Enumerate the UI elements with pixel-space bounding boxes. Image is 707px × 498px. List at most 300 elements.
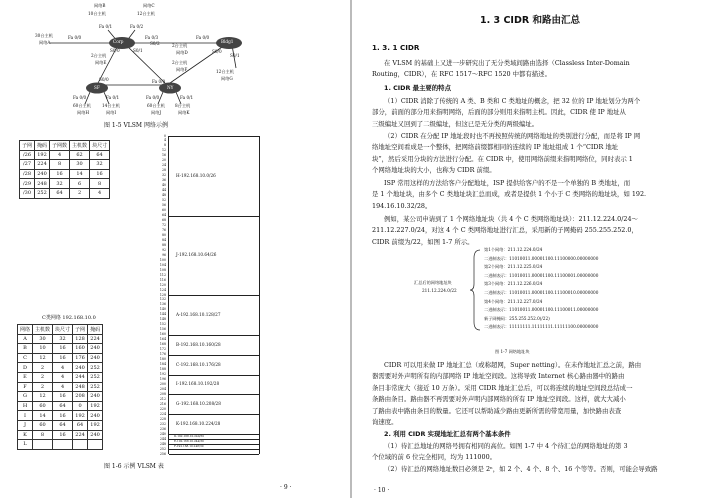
label-host2e: 2台主机 <box>91 53 107 58</box>
table-cell: D <box>18 363 33 373</box>
ruler-block-line <box>169 449 259 450</box>
table2-title: C类网络 192.168.10.0 <box>42 315 96 321</box>
label-net-k: 网络K <box>178 110 190 115</box>
ruler-tick-label: 236 <box>159 426 166 431</box>
ruler-block-label: A-192.168.10.128/27 <box>176 311 221 317</box>
ruler-block-label: E-192.168.10.244/30 <box>174 439 204 444</box>
ruler-tick-label: 40 <box>161 183 166 188</box>
table-cell: 14 <box>33 411 53 421</box>
text-line: （1）CIDR 消除了传统的 A 类、B 类和 C 类地址的概念，把 32 位的 IP 地址划分为两个 <box>384 97 641 105</box>
table-cell: 244 <box>73 372 88 382</box>
label-net-g: 网络G <box>221 76 233 81</box>
figure-caption-1-6: 图 1-6 示例 VLSM 表 <box>104 463 164 470</box>
label-net-c: 网络C <box>143 3 155 8</box>
ruler-tick-label: 144 <box>159 312 166 317</box>
label-net-e: 网络E <box>95 60 107 65</box>
ruler-tick-label: 28 <box>161 168 166 173</box>
label-net-f: 网络F <box>176 67 188 72</box>
ruler-tick-label: 228 <box>159 416 166 421</box>
ruler-block-line <box>169 216 259 217</box>
text-line: 询速度。 <box>372 418 398 427</box>
address-line: 新子网掩码：255.255.252.0(/22) <box>484 315 550 321</box>
label-host2f: 2台主机 <box>172 60 188 65</box>
table-cell: 62 <box>70 150 90 160</box>
ruler-tick-label: 84 <box>161 237 166 242</box>
table-cell: L <box>18 440 33 450</box>
table-row <box>18 430 103 440</box>
table-cell: 160 <box>73 344 88 354</box>
table-cell: 16 <box>53 411 73 421</box>
point1-p4 <box>372 214 694 248</box>
ruler-tick-label: 124 <box>159 287 166 292</box>
table-cell: 16 <box>53 344 73 354</box>
iface-label: S0/1 <box>230 53 240 58</box>
text-line: 211.12.227.0/24，对这 4 个 C 类网络地址进行汇总，采用新的子网掩码 255.255.252.0， <box>372 226 638 235</box>
table-cell: 208 <box>73 392 88 402</box>
ruler-tick-label: 136 <box>159 302 166 307</box>
table-cell: 224 <box>35 160 50 170</box>
table-cell: 8 <box>50 160 70 170</box>
text-line: 例如，某公司申请到了 1 个网络地址块（共 4 个 C 类网络地址块）：211.12.224.0/24～ <box>384 215 638 223</box>
ruler-tick-label: 128 <box>159 292 166 297</box>
table-cell: 240 <box>88 430 103 440</box>
label-net-i: 网络I <box>106 110 117 115</box>
ruler-tick-label: 12 <box>161 148 166 153</box>
table-header-row <box>18 325 103 335</box>
label-bldg1: Bldg1 <box>221 39 234 44</box>
figure-1-7 <box>352 248 707 358</box>
label-host10: 10台主机 <box>88 11 106 16</box>
ruler-tick-label: 32 <box>161 173 166 178</box>
ruler-block-line <box>169 355 259 356</box>
text-line: 条目非常庞大（接近 10 万条）。采用 CIDR 地址汇总后，可以将连续的地址空间段总结成一 <box>372 383 633 392</box>
table-cell: 32 <box>90 160 110 170</box>
table-cell: 60 <box>33 401 53 411</box>
text-line: CIDR 前缀为/22，如图 1-7 所示。 <box>372 237 474 246</box>
text-line: 器需要对外声明所有的内部网络 IP 地址空间段。这将导致 Internet 核心路由器中的路由 <box>372 372 625 381</box>
table-cell: 240 <box>35 169 50 179</box>
table-cell: 2 <box>33 372 53 382</box>
iface-label: Fa 0/0 <box>73 95 87 100</box>
text-line: CIDR 可以用来做 IP 地址汇总（或称超网，Super netting）。在未作地址汇总之前，路由 <box>384 361 642 369</box>
address-line: 第4个网络：211.12.227.0/24 <box>484 298 543 304</box>
table-cell <box>73 440 88 450</box>
ruler-tick-label: 184 <box>159 362 166 367</box>
ruler-tick-label: 180 <box>159 357 166 362</box>
label-sf: SF <box>94 85 100 90</box>
ruler-tick-label: 172 <box>159 347 166 352</box>
point1-p5 <box>372 360 694 428</box>
ruler-tick-label: 76 <box>161 227 166 232</box>
ruler-tick-label: 248 <box>159 441 166 446</box>
table-row <box>18 420 103 430</box>
table-cell: /28 <box>20 169 35 179</box>
address-ruler <box>156 133 316 456</box>
label-net-a: 网络A <box>39 40 51 45</box>
table-cell: 32 <box>50 179 70 189</box>
table-cell: 252 <box>88 382 103 392</box>
iface-label: Fa 0/0 <box>68 35 82 40</box>
ruler-tick-label: 108 <box>159 267 166 272</box>
ruler-tick-label: 200 <box>159 381 166 386</box>
ruler-tick-label: 252 <box>159 446 166 451</box>
ruler-block-line <box>169 414 259 415</box>
ruler-tick-label: 8 <box>163 143 166 148</box>
ruler-block-label: B-192.168.10.160/28 <box>176 341 221 347</box>
iface-label: S0/0 <box>110 48 120 53</box>
table-cell: 248 <box>35 179 50 189</box>
ruler-tick-label: 244 <box>159 436 166 441</box>
ruler-tick-label: 36 <box>161 178 166 183</box>
label-host12: 12台主机 <box>137 11 155 16</box>
ruler-block-line <box>169 136 259 137</box>
label-host60j: 60台主机 <box>147 103 165 108</box>
page-number: · 9 · <box>280 484 292 491</box>
table-cell: G <box>18 392 33 402</box>
table-cell: A <box>18 334 33 344</box>
table-header: 子网数 <box>50 141 70 151</box>
table-cell: F <box>18 382 33 392</box>
table-cell: 64 <box>73 420 88 430</box>
text-line: 个网络地址块的大小，也称为 CIDR 前缀。 <box>372 166 496 175</box>
text-line: ISP 常用这样的方法给客户分配地址，ISP 提供给客户的不是一个单独的 B 类地址，而 <box>384 179 631 187</box>
figure-caption-1-7: 图 1-7 网络地址块 <box>495 349 530 354</box>
iface-label: S0/0 <box>212 49 222 54</box>
table-cell: C <box>18 353 33 363</box>
binary-line: 二进制表示：11111111.11111111.11111100.00000000 <box>484 324 599 330</box>
table-row <box>18 382 103 392</box>
table-row <box>18 401 103 411</box>
table-cell: 8 <box>33 430 53 440</box>
table-cell: 32 <box>53 334 73 344</box>
table-cell: K <box>18 430 33 440</box>
ruler-tick-label: 168 <box>159 342 166 347</box>
table-cell: 64 <box>90 150 110 160</box>
ruler-tick-label: 152 <box>159 322 166 327</box>
table-cell: E <box>18 372 33 382</box>
table-cell: 8 <box>90 179 110 189</box>
iface-label: S0/0 <box>99 77 109 82</box>
page-number: · 10 · <box>374 487 390 494</box>
ruler-tick-label: 4 <box>163 138 166 143</box>
intro-paragraph <box>372 58 694 81</box>
table-cell: /26 <box>20 150 35 160</box>
ruler-tick-label: 212 <box>159 396 166 401</box>
table-cell: 224 <box>88 334 103 344</box>
ruler-block-label: I-192.168.10.192/28 <box>176 381 220 387</box>
ruler-tick-label: 120 <box>159 282 166 287</box>
ruler-tick-label: 224 <box>159 411 166 416</box>
ruler-tick-label: 0 <box>163 133 166 138</box>
table-cell: /29 <box>20 179 35 189</box>
table-cell: 16 <box>53 392 73 402</box>
table-cell: 12 <box>33 353 53 363</box>
section-title: 1. 3 CIDR 和路由汇总 <box>480 15 580 26</box>
ruler-tick-label: 104 <box>159 262 166 267</box>
table-cell: 192 <box>35 150 50 160</box>
ruler-tick-label: 48 <box>161 193 166 198</box>
label-net-j: 网络J <box>151 110 162 115</box>
address-line: 第2个网络：211.12.225.0/24 <box>484 264 543 270</box>
ruler-tick-label: 44 <box>161 188 166 193</box>
table-header: 块尺寸 <box>90 141 110 151</box>
ruler-tick-label: 20 <box>161 158 166 163</box>
table-cell: 240 <box>73 363 88 373</box>
text-line: 在 VLSM 的基础上又进一步研究出了无分类域间路由选择（Classless Inter-Domain <box>384 59 630 67</box>
iface-label: Fa 0/0 <box>152 79 166 84</box>
table-cell: 16 <box>50 169 70 179</box>
ruler-tick-label: 60 <box>161 208 166 213</box>
left-page <box>0 0 350 498</box>
ruler-tick-label: 72 <box>161 222 166 227</box>
ruler-tick-label: 112 <box>159 272 166 277</box>
table-cell: 4 <box>50 150 70 160</box>
label-net-b: 网络B <box>94 3 106 8</box>
table-cell: 192 <box>88 401 103 411</box>
text-line: （2）待汇总的网络地址数目必须是 2ⁿ，如 2 个、4 个、8 个、16 个等等。否则，可能会导致路 <box>384 464 658 473</box>
text-line: 是 1 个地址块，由多个 C 类地址块汇总而成，或者是提供 1 个小于 C 类网络的地址块，如 192. <box>372 190 647 199</box>
table-cell: 2 <box>33 363 53 373</box>
table-cell: 64 <box>53 420 73 430</box>
table-row <box>20 169 110 179</box>
binary-line: 二进制表示：11010011.00001100.11100010.00000000 <box>484 290 599 295</box>
table-cell: 4 <box>90 188 110 198</box>
label-host60: 60台主机 <box>73 103 91 108</box>
ruler-tick-label: 176 <box>159 352 166 357</box>
ruler-block-line <box>169 454 259 455</box>
ruler-tick-label: 68 <box>161 217 166 222</box>
text-line: （2）CIDR 在分配 IP 地址段时也不再按照传统的网络地址的类别进行分配，而是将 IP 网 <box>384 132 641 140</box>
table-row <box>20 160 110 170</box>
table-cell: 6 <box>70 179 90 189</box>
table-cell: 240 <box>88 353 103 363</box>
summary-value: 211.12.224.0/22 <box>422 288 457 293</box>
table-cell: 240 <box>88 392 103 402</box>
ruler-tick-label: 208 <box>159 391 166 396</box>
table-cell: 16 <box>53 353 73 363</box>
table-cell: /30 <box>20 188 35 198</box>
table-row <box>18 411 103 421</box>
ruler-block-label: D-192.168.10.240/30 <box>174 434 204 439</box>
ruler-block-label: F-192.168.10.248/30 <box>174 444 204 449</box>
table-row <box>18 440 103 450</box>
ruler-block-line <box>169 394 259 395</box>
table-header: 块尺寸 <box>53 325 73 335</box>
table-cell: 4 <box>53 363 73 373</box>
table-cell: B <box>18 344 33 354</box>
ruler-tick-label: 52 <box>161 198 166 203</box>
text-line: 部分，前面的部分用来指明网络，后面的部分则用来指明主机。因此，CIDR 使 IP 地址从 <box>372 108 626 117</box>
table-cell: 0 <box>73 401 88 411</box>
table-row <box>18 392 103 402</box>
table-cell: 14 <box>70 169 90 179</box>
text-line: 194.16.10.32/28。 <box>372 201 432 210</box>
table-cell <box>88 440 103 450</box>
ruler-tick-label: 96 <box>161 252 166 257</box>
ruler-tick-label: 92 <box>161 247 166 252</box>
subnet-table <box>19 140 110 199</box>
iface-label: Fa 0/0 <box>196 35 210 40</box>
table-row <box>18 353 103 363</box>
point2-title: 2. 利用 CIDR 实现地址汇总有两个基本条件 <box>384 430 511 438</box>
label-net-h: 网络H <box>77 110 90 115</box>
ruler-tick-label: 196 <box>159 376 166 381</box>
ruler-block-label: K-192.168.10.224/28 <box>176 421 221 427</box>
table-cell: 176 <box>73 353 88 363</box>
iface-label: S0/2 <box>150 41 160 46</box>
ruler-tick-label: 156 <box>159 327 166 332</box>
text-line: 了路由表中路由条目的数量。它还可以帮助减少路由更新所需的带宽用量，加快路由表查 <box>372 406 622 415</box>
figure-caption-1-5: 图 1-5 VLSM 网络示例 <box>104 122 168 129</box>
table-cell: 240 <box>88 411 103 421</box>
ruler-tick-label: 16 <box>161 153 166 158</box>
text-line: 块”，然后采用分块的方法进行分配。在 CIDR 中，使用网络前缀来指明网络位，同时表示 1 <box>372 154 633 163</box>
table-cell: 2 <box>33 382 53 392</box>
iface-label: Fa 0/1 <box>180 95 194 100</box>
ruler-tick-label: 116 <box>159 277 166 282</box>
ruler-tick-label: 80 <box>161 232 166 237</box>
table-cell: 30 <box>33 334 53 344</box>
table-header: 子网 <box>73 325 88 335</box>
table-cell: 224 <box>73 430 88 440</box>
iface-label: Fa 0/3 <box>145 35 159 40</box>
table-row <box>20 188 110 198</box>
ruler-block-label: G-192.168.10.208/28 <box>176 401 221 407</box>
label-host14: 14台主机 <box>102 103 120 108</box>
ruler-block-label: J-192.168.10.64/26 <box>176 252 217 258</box>
table-row <box>18 334 103 344</box>
iface-label: S0/1 <box>133 48 143 53</box>
ruler-block-label: C-192.168.10.176/28 <box>176 361 221 367</box>
table-cell: 4 <box>53 372 73 382</box>
table-cell: 252 <box>88 372 103 382</box>
ruler-block-edge <box>259 136 260 454</box>
ruler-tick-label: 232 <box>159 421 166 426</box>
ruler-tick-label: 188 <box>159 367 166 372</box>
text-line: Routing，CIDR），在 RFC 1517～RFC 1520 中都有描述。 <box>372 70 551 79</box>
table-row <box>20 179 110 189</box>
table-cell: 64 <box>53 401 73 411</box>
ruler-block-line <box>169 375 259 376</box>
table-header: 掩码 <box>88 325 103 335</box>
label-host8: 8台主机 <box>175 103 191 108</box>
label-ny: NY <box>167 85 174 90</box>
table-row <box>18 363 103 373</box>
table-cell: 240 <box>88 344 103 354</box>
ruler-tick-label: 216 <box>159 401 166 406</box>
ruler-tick-label: 64 <box>161 213 166 217</box>
address-line: 第1个网络：211.12.224.0/24 <box>484 247 543 252</box>
table-header: 掩码 <box>35 141 50 151</box>
table-cell: 64 <box>50 188 70 198</box>
ruler-block-line <box>169 335 259 336</box>
iface-label: Fa 0/1 <box>99 24 113 29</box>
text-line: （1）待汇总地址的网络号拥有相同的高位。如图 1-7 中 4 个待汇总的网络地址的第 3 <box>384 442 628 450</box>
table-header: 主机数 <box>70 141 90 151</box>
table-row <box>18 344 103 354</box>
ruler-tick-label: 164 <box>159 337 166 342</box>
table-cell <box>53 440 73 450</box>
iface-label: Fa 0/0 <box>146 95 160 100</box>
point1-p3 <box>372 178 694 212</box>
ruler-tick-label: 220 <box>159 406 166 411</box>
table-cell: /27 <box>20 160 35 170</box>
text-line: 络地址空间看成是一个整体，把网络前缀都相同的连续的 IP 地址组成 1 个“CIDR 地址 <box>372 143 619 152</box>
ruler-tick-label: 24 <box>161 163 166 168</box>
table-cell: 4 <box>53 382 73 392</box>
subsection-title: 1. 3. 1 CIDR <box>372 43 420 52</box>
point2-lines <box>372 441 694 475</box>
table-cell: 192 <box>88 420 103 430</box>
brace-icon <box>470 248 482 332</box>
ruler-tick-label: 56 <box>161 203 166 208</box>
table-cell: 252 <box>35 188 50 198</box>
label-host2d: 2台主机 <box>172 43 188 48</box>
vlsm-table <box>17 324 103 450</box>
table-cell: 192 <box>73 411 88 421</box>
table-cell: 30 <box>70 160 90 170</box>
text-line: 三级编址又回到了二级编址，但这已是无分类的两级编址。 <box>372 119 539 128</box>
table-cell <box>33 440 53 450</box>
ruler-tick-label: 132 <box>159 297 166 302</box>
ruler-tick-label: 160 <box>159 332 166 337</box>
point1-p1 <box>372 96 694 130</box>
label-net-d: 网络D <box>176 50 188 55</box>
ruler-tick-label: 240 <box>159 431 166 436</box>
table-cell: 252 <box>88 363 103 373</box>
table-cell: 16 <box>53 430 73 440</box>
ruler-tick-label: 204 <box>159 386 166 391</box>
table-row <box>20 150 110 160</box>
table-cell: 128 <box>73 334 88 344</box>
ruler-block-label: H-192.168.10.0/26 <box>176 172 216 178</box>
table-cell: 60 <box>33 420 53 430</box>
label-corp: Corp <box>113 39 124 44</box>
text-line: 个位域的前 6 位完全相同，均为 111000。 <box>372 453 497 462</box>
table-header: 网络 <box>18 325 33 335</box>
iface-label: Fa 0/2 <box>130 24 144 29</box>
table-header-row <box>20 141 110 151</box>
table-row <box>18 372 103 382</box>
ruler-tick-label: 192 <box>159 372 166 376</box>
ruler-block-line <box>169 295 259 296</box>
table-cell: I <box>18 411 33 421</box>
table-cell: 16 <box>90 169 110 179</box>
table-cell: 248 <box>73 382 88 392</box>
address-line: 第3个网络：211.12.226.0/24 <box>484 281 543 287</box>
summary-label: 汇总后的网络地址块 <box>414 280 452 285</box>
ruler-tick-label: 148 <box>159 317 166 322</box>
table-cell: 10 <box>33 344 53 354</box>
binary-line: 二进制表示：11010011.00001100.11100011.00000000 <box>484 307 599 313</box>
label-host12g: 12台主机 <box>216 69 234 74</box>
table-cell: 12 <box>33 392 53 402</box>
table-cell: 2 <box>70 188 90 198</box>
binary-line: 二进制表示：11010011.00001100.11100001.00000000 <box>484 272 599 278</box>
right-page <box>352 0 707 498</box>
binary-line: 二进制表示：11010011.00001100.11100000.00000000 <box>484 255 599 261</box>
iface-label: Fa 0/1 <box>106 95 120 100</box>
ruler-tick-label: 140 <box>159 307 166 312</box>
ruler-tick-label: 100 <box>159 257 166 262</box>
ruler-tick-label: 256 <box>159 451 166 456</box>
text-line: 条路由条目。路由器不再需要对外声明内部网络的所有 IP 地址空间段。这样，就大大减小 <box>372 395 626 404</box>
table-header: 主机数 <box>33 325 53 335</box>
table-header: 子网 <box>20 141 35 151</box>
point1-p2 <box>372 131 694 177</box>
label-host30: 30台主机 <box>35 33 53 38</box>
table-cell: H <box>18 401 33 411</box>
